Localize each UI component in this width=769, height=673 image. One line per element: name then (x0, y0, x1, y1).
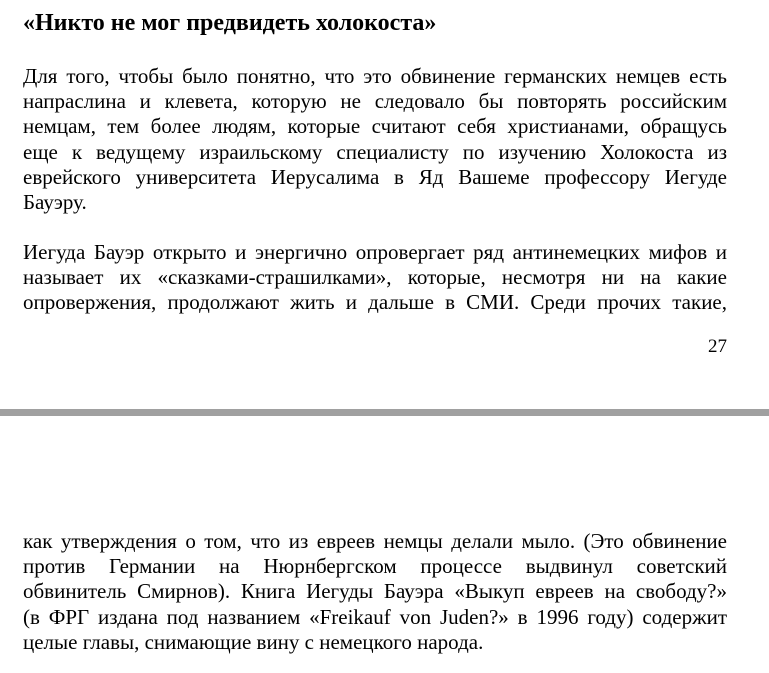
section-heading: «Никто не мог предвидеть холокоста» (23, 10, 437, 36)
paragraph-bauer-intro (23, 64, 727, 215)
text-line: называет их «сказками-страшилками», которые, несмотря ни на какие (23, 265, 727, 290)
paragraph-soap-myth (23, 529, 727, 655)
paragraph-bauer-myths (23, 240, 727, 316)
text-line: напраслина и клевета, которую не следовало бы повторять российским (23, 89, 727, 114)
text-line: Иегуда Бауэр открыто и энергично опровергает ряд антинемецких мифов и (23, 240, 727, 264)
text-line: еще к ведущему израильскому специалисту по изучению Холокоста из (23, 139, 727, 164)
page-number: 27 (708, 336, 727, 357)
text-line: Для того, чтобы было понятно, что это обвинение германских немцев есть (23, 64, 727, 88)
text-line: опровержения, продолжают жить и дальше в СМИ. Среди прочих такие, (23, 290, 727, 315)
text-line: немцам, тем более людям, которые считают себя христианами, обращусь (23, 114, 727, 139)
page-separator (0, 409, 769, 416)
text-line: обвинитель Смирнов). Книга Иегуды Бауэра «Выкуп евреев на свободу?» (23, 579, 727, 604)
text-line: целые главы, снимающие вину с немецкого народа. (23, 629, 484, 654)
text-line: как утверждения о том, что из евреев немцы делали мыло. (Это обвинение (23, 529, 727, 553)
text-line: (в ФРГ издана под названием «Freikauf von Juden?» в 1996 году) содержит (23, 604, 727, 629)
text-line: Бауэру. (23, 189, 87, 214)
text-line: еврейского университета Иерусалима в Яд Вашеме профессору Иегуде (23, 164, 727, 189)
text-line: против Германии на Нюрнбергском процессе выдвинул советский (23, 554, 727, 579)
